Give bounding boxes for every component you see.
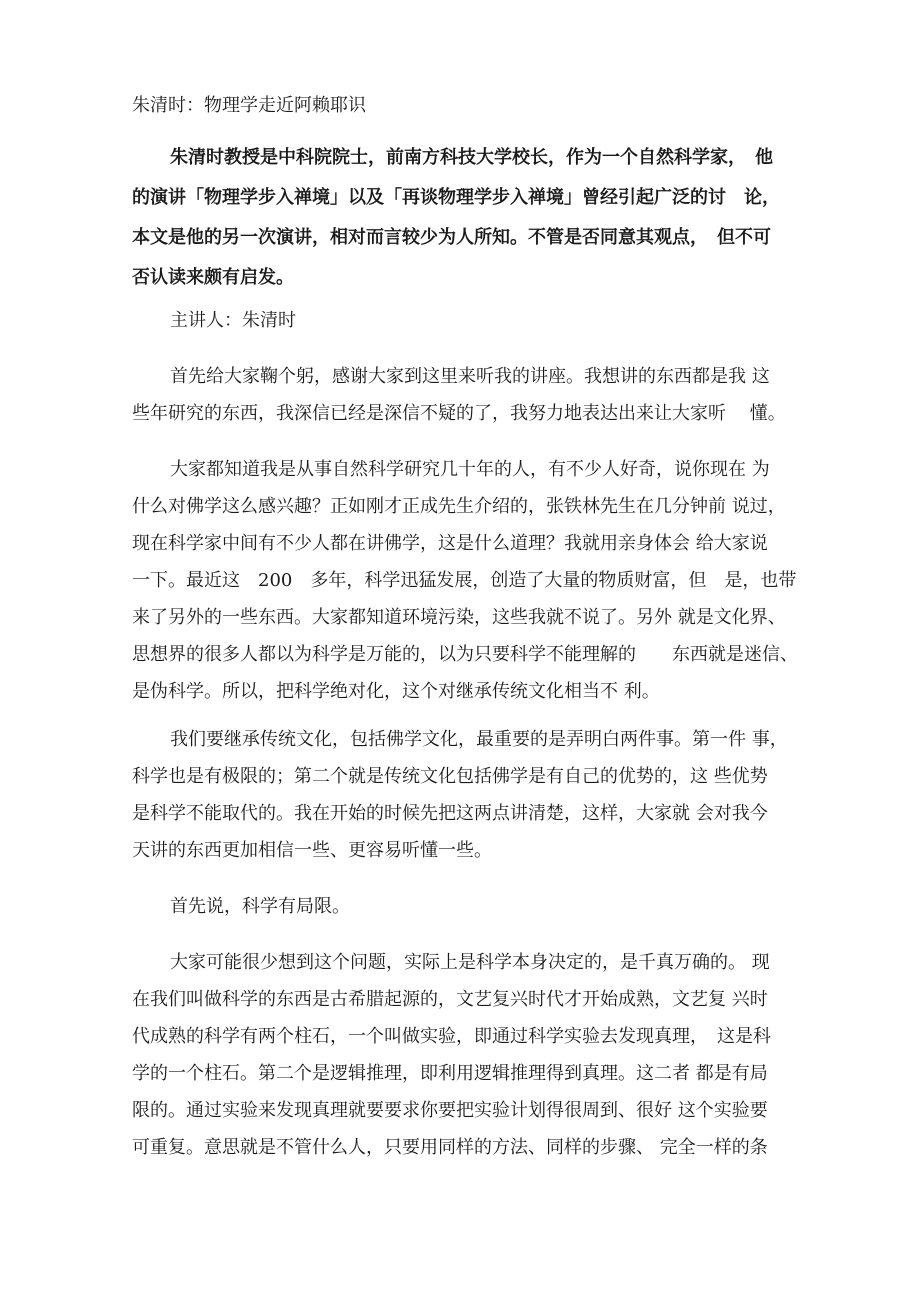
paragraph-line: 现在科学家中间有不少人都在讲佛学，这是什么道理？我就用亲身体会 给大家说 xyxy=(132,533,768,554)
paragraph-line: 在我们叫做科学的东西是古希腊起源的，文艺复兴时代才开始成熟，文艺复 兴时 xyxy=(132,989,768,1010)
paragraph-line: 大家可能很少想到这个问题，实际上是科学本身决定的，是千真万确的。 现 xyxy=(170,952,770,973)
paragraph-line: 什么对佛学这么感兴趣？正如刚才正成先生介绍的，张铁林先生在几分钟前 说过， xyxy=(132,496,786,517)
paragraph-line: 是伪科学。所以，把科学绝对化，这个对继承传统文化相当不 利。 xyxy=(132,681,660,702)
intro-line: 否认读来颇有启发。 xyxy=(132,267,294,288)
paragraph-line: 科学也是有极限的；第二个就是传统文化包括佛学是有自己的优势的，这 些优势 xyxy=(132,766,768,787)
speaker-line: 主讲人：朱清时 xyxy=(170,310,296,331)
paragraph-3 xyxy=(132,721,788,869)
intro-line: 的演讲「物理学步入禅境」以及「再谈物理学步入禅境」曾经引起广泛的讨 论， xyxy=(132,187,780,208)
intro-line: 朱清时教授是中科院院士，前南方科技大学校长，作为一个自然科学家， 他 xyxy=(170,147,773,168)
paragraph-line: 一下。最近这 200 多年，科学迅猛发展，创造了大量的物质财富，但 是，也带 xyxy=(132,570,797,591)
paragraph-line: 限的。通过实验来发现真理就要要求你要把实验计划得很周到、很好 这个实验要 xyxy=(132,1100,768,1121)
paragraph-5 xyxy=(132,944,771,1166)
speaker-paragraph xyxy=(132,302,296,339)
paragraph-line: 天讲的东西更加相信一些、更容易听懂一些。 xyxy=(132,840,492,861)
paragraph-line: 学的一个柱石。第二个是逻辑推理，即利用逻辑推理得到真理。这二者 都是有局 xyxy=(132,1063,768,1084)
intro-paragraph xyxy=(132,138,780,298)
paragraph-line: 些年研究的东西，我深信已经是深信不疑的了，我努力地表达出来让大家听 懂。 xyxy=(132,403,786,424)
paragraph-1 xyxy=(132,358,786,432)
paragraph-line: 首先说，科学有局限。 xyxy=(170,896,350,917)
paragraph-line: 首先给大家鞠个躬，感谢大家到这里来听我的讲座。我想讲的东西都是我 这 xyxy=(170,366,770,387)
document-title: 朱清时：物理学走近阿赖耶识 xyxy=(132,95,366,116)
paragraph-line: 大家都知道我是从事自然科学研究几十年的人，有不少人好奇，说你现在 为 xyxy=(170,459,770,480)
paragraph-line: 可重复。意思就是不管什么人，只要用同样的方法、同样的步骤、 完全一样的条 xyxy=(132,1137,768,1158)
paragraph-line: 代成熟的科学有两个柱石，一个叫做实验，即通过科学实验去发现真理， 这是科 xyxy=(132,1026,771,1047)
intro-line: 本文是他的另一次演讲，相对而言较少为人所知。不管是否同意其观点， 但不可 xyxy=(132,227,771,248)
paragraph-2 xyxy=(132,451,798,710)
paragraph-line: 我们要继承传统文化，包括佛学文化，最重要的是弄明白两件事。第一件 事， xyxy=(170,729,788,750)
paragraph-line: 是科学不能取代的。我在开始的时候先把这两点讲清楚，这样，大家就 会对我今 xyxy=(132,803,768,824)
paragraph-line: 来了另外的一些东西。大家都知道环境污染，这些我就不说了。另外 就是文化界、 xyxy=(132,607,786,628)
paragraph-4 xyxy=(132,888,350,925)
paragraph-line: 思想界的很多人都以为科学是万能的，以为只要科学不能理解的 东西就是迷信、 xyxy=(132,644,798,665)
